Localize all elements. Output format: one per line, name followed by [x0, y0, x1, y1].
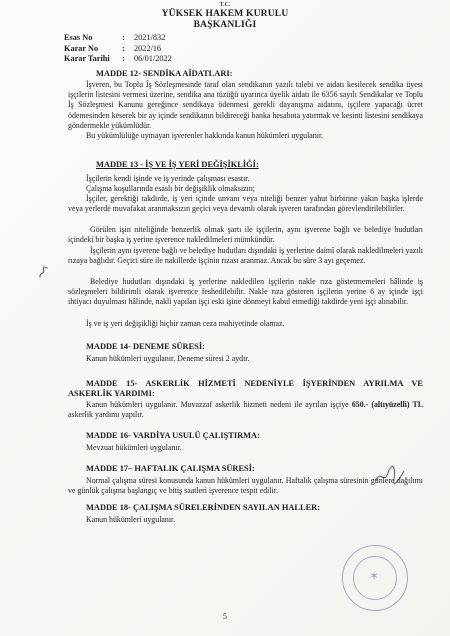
article-15-text: Kanun hükümleri uygulanır. Muvazzaf askerlik hizmeti nedeni ile ayrılan işçiye — [86, 400, 352, 409]
article-17-title: MADDE 17– HAFTALIK ÇALIŞMA SÜRESİ: — [86, 464, 255, 473]
meta-value: 2022/16 — [134, 43, 162, 53]
article-15-title: MADDE 15- ASKERLİK HİZMETİ NEDENİYLE İŞYERİNDEN AYRILMA VE ASKERLİK YARDIMI: — [68, 379, 423, 398]
meta-colon: : — [122, 33, 125, 42]
article-16-title: MADDE 16- VARDİYA USULÜ ÇALIŞTIRMA: — [86, 431, 260, 440]
article-13-paragraph: İşçilerin kendi işinde ve iş yerinde çalışması esastır. — [86, 174, 250, 183]
article-15-text: askerlik yardımı yapılır. — [68, 410, 144, 420]
meta-key: Karar Tarihi — [64, 54, 110, 64]
article-16-paragraph: Mevzuat hükümleri uygulanır. — [86, 443, 182, 452]
seal-stamp-icon — [342, 545, 408, 611]
article-18-paragraph: Kanun hükümleri uygulanır. — [86, 515, 176, 524]
header-department: BAŞKANLIĞI — [193, 20, 257, 30]
article-12-paragraph: İşveren, bu Toplu İş Sözleşmesinde taraf olan sendikanın yazılı talebi ve aidatı kesilecek sendika üyesi işçilerin listesini vermesi üzerine, sendika ana tüzüğü uyarınca üyelik aidatı ile 6356 sayılı Sendikalar ve Toplu İş Sözleşmesi Kanunu gereğince sendikaya ödenmesi gerekli dayanışma aidatını, işçilere yapacağı ücret ödemesinden keserek bir ay içinde sendikanın bildireceği banka hesabına yatırmak ve kesinti listesini sendikaya göndermekle yükümlüdür. — [68, 80, 423, 130]
meta-key: Esas No — [64, 33, 93, 42]
meta-key: Karar No — [64, 43, 99, 53]
article-18-title: MADDE 18- ÇALIŞMA SÜRELERİNDEN SAYILAN HALLER: — [86, 503, 320, 512]
article-17-paragraph: Normal çalışma süresi konusunda kanun hükümleri uygulanır. Haftalık çalışma süresinin günlere dağılımı ve günlük çalışma başlangıç ve bitiş saatleri işverence tespit edilir. — [68, 476, 423, 496]
article-12-paragraph: Bu yükümlülüğe uymayan işverenler hakkında kanun hükümleri uygulanır. — [86, 131, 324, 140]
header-tc: T.C. — [219, 2, 231, 8]
seal-star-icon: ✶ — [369, 569, 380, 583]
page-number: 5 — [223, 612, 227, 621]
meta-colon: : — [122, 54, 125, 64]
meta-value: 2021/832 — [134, 33, 166, 42]
meta-value: 06/01/2022 — [134, 54, 172, 64]
article-14-title: MADDE 14- DENEME SÜRESİ: — [86, 342, 205, 351]
article-13-paragraph: İşçiler, gerektiği takdirde, iş yeri içinde unvanı veya niteliği benzer yahut birbirine yakın başka işlerde veya yerlerde muvafakat aranmaksızın geçici veya devamlı olarak işveren tarafından görevlendirilebilirler. — [68, 194, 423, 214]
article-13-title: MADDE 13 - İŞ VE İŞ YERİ DEĞİŞİKLİĞİ: — [96, 160, 259, 169]
article-13-paragraph: İş ve iş yeri değişikliği hiçbir zaman ceza mahiyetinde olamaz. — [86, 319, 285, 328]
article-14-paragraph: Kanun hükümleri uygulanır. Deneme süresi 2 aydır. — [86, 354, 250, 363]
signature-icon — [374, 465, 406, 487]
header-institution: YÜKSEK HAKEM KURULU — [161, 9, 289, 19]
article-15-amount: 650.- (altıyüzelli) TL — [351, 400, 423, 409]
article-13-paragraph: İşçilerin aynı işverene bağlı ve belediye hudutları dışındaki iş yerlerine daimî olarak nakledilmeleri yazılı rızaya bağlıdır. Geçici süre ile nakillerde işçinin rızası aranmaz. Ancak bu süre 3 ayı geçemez. — [68, 246, 423, 266]
article-13-paragraph: Görülen işin niteliğinde benzerlik olmak şartı ile işçilerin, aynı işverene bağlı ve belediye hudutları içindeki bir başka iş yerine işverence nakledilmeleri mümkündür. — [68, 225, 423, 245]
article-13-paragraph: Çalışma koşullarında esaslı bir değişiklik olmaksızın; — [86, 184, 255, 193]
article-13-paragraph: Belediye hudutları dışındaki iş yerlerine nakledilen işçilerin nakle rıza göstermemeleri hâlinde iş sözleşmeleri bildirimli olarak işverence feshedilebilir. Nakle rıza gösteren işçilerin yerine 6 ay içinde işçi ihtiyacı duyulması hâlinde, nakli yapılan işçi eski işine dönmeyi kabul etmediği takdirde yeni işçi alınabilir. — [68, 277, 423, 307]
article-12-title: MADDE 12- SENDİKA AİDATLARI: — [96, 69, 233, 78]
meta-colon: : — [122, 43, 125, 53]
article-15-paragraph — [68, 400, 423, 420]
